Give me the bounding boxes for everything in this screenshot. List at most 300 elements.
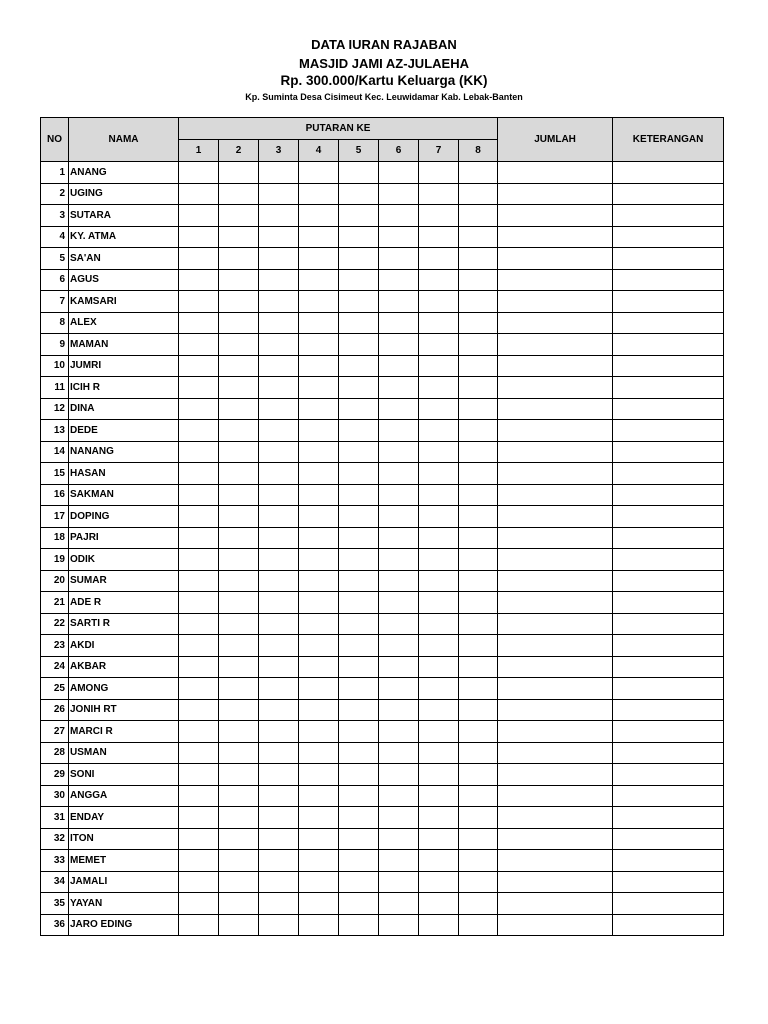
header-round-6: 6 <box>379 140 419 162</box>
member-name: SUMAR <box>69 570 179 592</box>
round-cell <box>299 463 339 485</box>
round-cell <box>339 850 379 872</box>
round-cell <box>379 506 419 528</box>
round-cell <box>179 635 219 657</box>
row-number: 33 <box>41 850 69 872</box>
round-cell <box>299 355 339 377</box>
round-cell <box>179 785 219 807</box>
keterangan-cell <box>613 269 724 291</box>
round-cell <box>379 420 419 442</box>
round-cell <box>179 893 219 915</box>
round-cell <box>419 420 459 442</box>
keterangan-cell <box>613 463 724 485</box>
round-cell <box>179 850 219 872</box>
round-cell <box>179 441 219 463</box>
row-number: 2 <box>41 183 69 205</box>
member-name: ENDAY <box>69 807 179 829</box>
row-number: 13 <box>41 420 69 442</box>
keterangan-cell <box>613 312 724 334</box>
row-number: 11 <box>41 377 69 399</box>
round-cell <box>459 441 498 463</box>
round-cell <box>179 334 219 356</box>
round-cell <box>339 269 379 291</box>
round-cell <box>459 764 498 786</box>
keterangan-cell <box>613 162 724 184</box>
round-cell <box>339 420 379 442</box>
round-cell <box>419 871 459 893</box>
round-cell <box>379 183 419 205</box>
round-cell <box>459 506 498 528</box>
round-cell <box>379 527 419 549</box>
round-cell <box>339 764 379 786</box>
round-cell <box>339 613 379 635</box>
round-cell <box>339 785 379 807</box>
jumlah-cell <box>498 377 613 399</box>
header-round-2: 2 <box>219 140 259 162</box>
round-cell <box>379 613 419 635</box>
round-cell <box>419 785 459 807</box>
round-cell <box>299 613 339 635</box>
round-cell <box>219 205 259 227</box>
member-name: ODIK <box>69 549 179 571</box>
round-cell <box>219 441 259 463</box>
header-round-1: 1 <box>179 140 219 162</box>
round-cell <box>379 312 419 334</box>
round-cell <box>299 312 339 334</box>
member-name: MEMET <box>69 850 179 872</box>
round-cell <box>179 592 219 614</box>
jumlah-cell <box>498 850 613 872</box>
round-cell <box>259 764 299 786</box>
table-row <box>41 699 724 721</box>
member-name: KY. ATMA <box>69 226 179 248</box>
round-cell <box>459 183 498 205</box>
round-cell <box>219 355 259 377</box>
round-cell <box>259 807 299 829</box>
member-name: ITON <box>69 828 179 850</box>
round-cell <box>419 850 459 872</box>
round-cell <box>259 592 299 614</box>
keterangan-cell <box>613 355 724 377</box>
keterangan-cell <box>613 893 724 915</box>
jumlah-cell <box>498 635 613 657</box>
jumlah-cell <box>498 764 613 786</box>
round-cell <box>219 764 259 786</box>
keterangan-cell <box>613 334 724 356</box>
round-cell <box>339 248 379 270</box>
round-cell <box>219 484 259 506</box>
round-cell <box>419 549 459 571</box>
round-cell <box>219 592 259 614</box>
member-name: DINA <box>69 398 179 420</box>
round-cell <box>259 269 299 291</box>
round-cell <box>459 807 498 829</box>
member-name: SA'AN <box>69 248 179 270</box>
row-number: 36 <box>41 914 69 936</box>
mosque-name: MASJID JAMI AZ-JULAEHA <box>299 56 469 71</box>
round-cell <box>299 742 339 764</box>
round-cell <box>259 312 299 334</box>
round-cell <box>179 162 219 184</box>
table-row <box>41 355 724 377</box>
round-cell <box>259 549 299 571</box>
jumlah-cell <box>498 506 613 528</box>
round-cell <box>179 226 219 248</box>
round-cell <box>419 269 459 291</box>
row-number: 26 <box>41 699 69 721</box>
round-cell <box>219 226 259 248</box>
round-cell <box>219 699 259 721</box>
round-cell <box>419 441 459 463</box>
jumlah-cell <box>498 570 613 592</box>
member-name: PAJRI <box>69 527 179 549</box>
round-cell <box>179 248 219 270</box>
jumlah-cell <box>498 162 613 184</box>
row-number: 16 <box>41 484 69 506</box>
round-cell <box>339 312 379 334</box>
keterangan-cell <box>613 205 724 227</box>
keterangan-cell <box>613 721 724 743</box>
round-cell <box>299 871 339 893</box>
keterangan-cell <box>613 183 724 205</box>
round-cell <box>299 549 339 571</box>
round-cell <box>379 699 419 721</box>
round-cell <box>379 807 419 829</box>
round-cell <box>459 656 498 678</box>
header-keterangan: KETERANGAN <box>613 118 724 162</box>
round-cell <box>339 355 379 377</box>
round-cell <box>219 893 259 915</box>
keterangan-cell <box>613 527 724 549</box>
round-cell <box>219 377 259 399</box>
round-cell <box>419 570 459 592</box>
row-number: 18 <box>41 527 69 549</box>
round-cell <box>339 506 379 528</box>
keterangan-cell <box>613 506 724 528</box>
round-cell <box>459 312 498 334</box>
round-cell <box>459 613 498 635</box>
round-cell <box>299 527 339 549</box>
round-cell <box>259 699 299 721</box>
round-cell <box>219 850 259 872</box>
round-cell <box>179 699 219 721</box>
keterangan-cell <box>613 656 724 678</box>
member-name: ANGGA <box>69 785 179 807</box>
round-cell <box>379 291 419 313</box>
round-cell <box>299 592 339 614</box>
jumlah-cell <box>498 312 613 334</box>
round-cell <box>419 377 459 399</box>
round-cell <box>379 635 419 657</box>
round-cell <box>179 506 219 528</box>
round-cell <box>419 398 459 420</box>
round-cell <box>299 570 339 592</box>
round-cell <box>459 162 498 184</box>
round-cell <box>379 656 419 678</box>
round-cell <box>259 678 299 700</box>
round-cell <box>179 721 219 743</box>
table-row <box>41 183 724 205</box>
round-cell <box>419 226 459 248</box>
round-cell <box>459 226 498 248</box>
keterangan-cell <box>613 420 724 442</box>
round-cell <box>299 635 339 657</box>
round-cell <box>259 656 299 678</box>
round-cell <box>339 398 379 420</box>
round-cell <box>459 721 498 743</box>
round-cell <box>299 484 339 506</box>
round-cell <box>419 721 459 743</box>
round-cell <box>219 785 259 807</box>
round-cell <box>459 893 498 915</box>
row-number: 34 <box>41 871 69 893</box>
round-cell <box>219 248 259 270</box>
round-cell <box>259 527 299 549</box>
table-row <box>41 592 724 614</box>
row-number: 32 <box>41 828 69 850</box>
keterangan-cell <box>613 699 724 721</box>
row-number: 25 <box>41 678 69 700</box>
table-row <box>41 248 724 270</box>
member-name: YAYAN <box>69 893 179 915</box>
round-cell <box>219 871 259 893</box>
member-name: AMONG <box>69 678 179 700</box>
round-cell <box>179 484 219 506</box>
round-cell <box>219 183 259 205</box>
round-cell <box>379 570 419 592</box>
round-cell <box>379 678 419 700</box>
round-cell <box>419 183 459 205</box>
round-cell <box>259 721 299 743</box>
round-cell <box>459 871 498 893</box>
round-cell <box>339 377 379 399</box>
jumlah-cell <box>498 613 613 635</box>
round-cell <box>339 226 379 248</box>
keterangan-cell <box>613 570 724 592</box>
member-name: AKBAR <box>69 656 179 678</box>
round-cell <box>459 785 498 807</box>
header-round-4: 4 <box>299 140 339 162</box>
table-row <box>41 828 724 850</box>
keterangan-cell <box>613 398 724 420</box>
round-cell <box>259 506 299 528</box>
member-name: JUMRI <box>69 355 179 377</box>
round-cell <box>379 549 419 571</box>
table-row <box>41 463 724 485</box>
member-name: ICIH R <box>69 377 179 399</box>
round-cell <box>339 291 379 313</box>
round-cell <box>179 420 219 442</box>
row-number: 12 <box>41 398 69 420</box>
round-cell <box>299 506 339 528</box>
round-cell <box>379 721 419 743</box>
round-cell <box>419 291 459 313</box>
table-row <box>41 377 724 399</box>
round-cell <box>259 377 299 399</box>
round-cell <box>379 355 419 377</box>
member-name: JAMALI <box>69 871 179 893</box>
round-cell <box>379 785 419 807</box>
round-cell <box>339 183 379 205</box>
round-cell <box>259 828 299 850</box>
round-cell <box>459 205 498 227</box>
round-cell <box>299 398 339 420</box>
round-cell <box>179 549 219 571</box>
dues-table <box>40 117 724 936</box>
round-cell <box>299 699 339 721</box>
round-cell <box>419 248 459 270</box>
jumlah-cell <box>498 914 613 936</box>
round-cell <box>459 420 498 442</box>
row-number: 17 <box>41 506 69 528</box>
row-number: 21 <box>41 592 69 614</box>
keterangan-cell <box>613 850 724 872</box>
round-cell <box>299 893 339 915</box>
round-cell <box>339 893 379 915</box>
row-number: 28 <box>41 742 69 764</box>
round-cell <box>379 441 419 463</box>
round-cell <box>339 441 379 463</box>
row-number: 14 <box>41 441 69 463</box>
table-row <box>41 506 724 528</box>
member-name: SARTI R <box>69 613 179 635</box>
round-cell <box>259 334 299 356</box>
row-number: 9 <box>41 334 69 356</box>
row-number: 31 <box>41 807 69 829</box>
round-cell <box>299 377 339 399</box>
table-row <box>41 850 724 872</box>
table-row <box>41 334 724 356</box>
round-cell <box>179 398 219 420</box>
round-cell <box>179 463 219 485</box>
round-cell <box>419 162 459 184</box>
round-cell <box>419 506 459 528</box>
round-cell <box>419 656 459 678</box>
round-cell <box>459 484 498 506</box>
table-row <box>41 312 724 334</box>
keterangan-cell <box>613 248 724 270</box>
round-cell <box>459 699 498 721</box>
round-cell <box>179 678 219 700</box>
jumlah-cell <box>498 441 613 463</box>
round-cell <box>419 828 459 850</box>
round-cell <box>339 570 379 592</box>
round-cell <box>219 570 259 592</box>
round-cell <box>299 828 339 850</box>
round-cell <box>299 807 339 829</box>
round-cell <box>339 463 379 485</box>
round-cell <box>219 914 259 936</box>
round-cell <box>419 463 459 485</box>
header-round-5: 5 <box>339 140 379 162</box>
jumlah-cell <box>498 527 613 549</box>
round-cell <box>219 678 259 700</box>
table-row <box>41 785 724 807</box>
round-cell <box>419 355 459 377</box>
round-cell <box>259 291 299 313</box>
round-cell <box>179 205 219 227</box>
round-cell <box>419 592 459 614</box>
jumlah-cell <box>498 334 613 356</box>
round-cell <box>419 742 459 764</box>
row-number: 29 <box>41 764 69 786</box>
round-cell <box>299 914 339 936</box>
round-cell <box>459 742 498 764</box>
member-name: ANANG <box>69 162 179 184</box>
round-cell <box>299 678 339 700</box>
round-cell <box>179 764 219 786</box>
round-cell <box>299 226 339 248</box>
round-cell <box>259 183 299 205</box>
keterangan-cell <box>613 764 724 786</box>
round-cell <box>259 248 299 270</box>
member-name: SONI <box>69 764 179 786</box>
round-cell <box>379 269 419 291</box>
round-cell <box>339 484 379 506</box>
round-cell <box>339 721 379 743</box>
row-number: 35 <box>41 893 69 915</box>
table-row <box>41 226 724 248</box>
round-cell <box>299 764 339 786</box>
round-cell <box>259 914 299 936</box>
jumlah-cell <box>498 463 613 485</box>
table-row <box>41 721 724 743</box>
jumlah-cell <box>498 893 613 915</box>
row-number: 6 <box>41 269 69 291</box>
row-number: 3 <box>41 205 69 227</box>
jumlah-cell <box>498 592 613 614</box>
table-row <box>41 441 724 463</box>
round-cell <box>179 656 219 678</box>
keterangan-cell <box>613 828 724 850</box>
fee-line: Rp. 300.000/Kartu Keluarga (KK) <box>280 73 488 88</box>
jumlah-cell <box>498 871 613 893</box>
round-cell <box>419 613 459 635</box>
round-cell <box>179 613 219 635</box>
round-cell <box>259 205 299 227</box>
table-row <box>41 914 724 936</box>
round-cell <box>259 850 299 872</box>
keterangan-cell <box>613 871 724 893</box>
jumlah-cell <box>498 248 613 270</box>
jumlah-cell <box>498 699 613 721</box>
jumlah-cell <box>498 721 613 743</box>
table-row <box>41 893 724 915</box>
round-cell <box>379 484 419 506</box>
round-cell <box>219 635 259 657</box>
keterangan-cell <box>613 592 724 614</box>
round-cell <box>219 463 259 485</box>
jumlah-cell <box>498 828 613 850</box>
header-putaran: PUTARAN KE <box>179 118 498 140</box>
round-cell <box>299 656 339 678</box>
round-cell <box>219 162 259 184</box>
round-cell <box>419 678 459 700</box>
round-cell <box>179 742 219 764</box>
round-cell <box>339 828 379 850</box>
member-name: AGUS <box>69 269 179 291</box>
round-cell <box>459 398 498 420</box>
round-cell <box>179 570 219 592</box>
round-cell <box>459 592 498 614</box>
table-row <box>41 635 724 657</box>
round-cell <box>379 893 419 915</box>
round-cell <box>339 334 379 356</box>
jumlah-cell <box>498 785 613 807</box>
round-cell <box>219 527 259 549</box>
round-cell <box>379 871 419 893</box>
table-row <box>41 678 724 700</box>
